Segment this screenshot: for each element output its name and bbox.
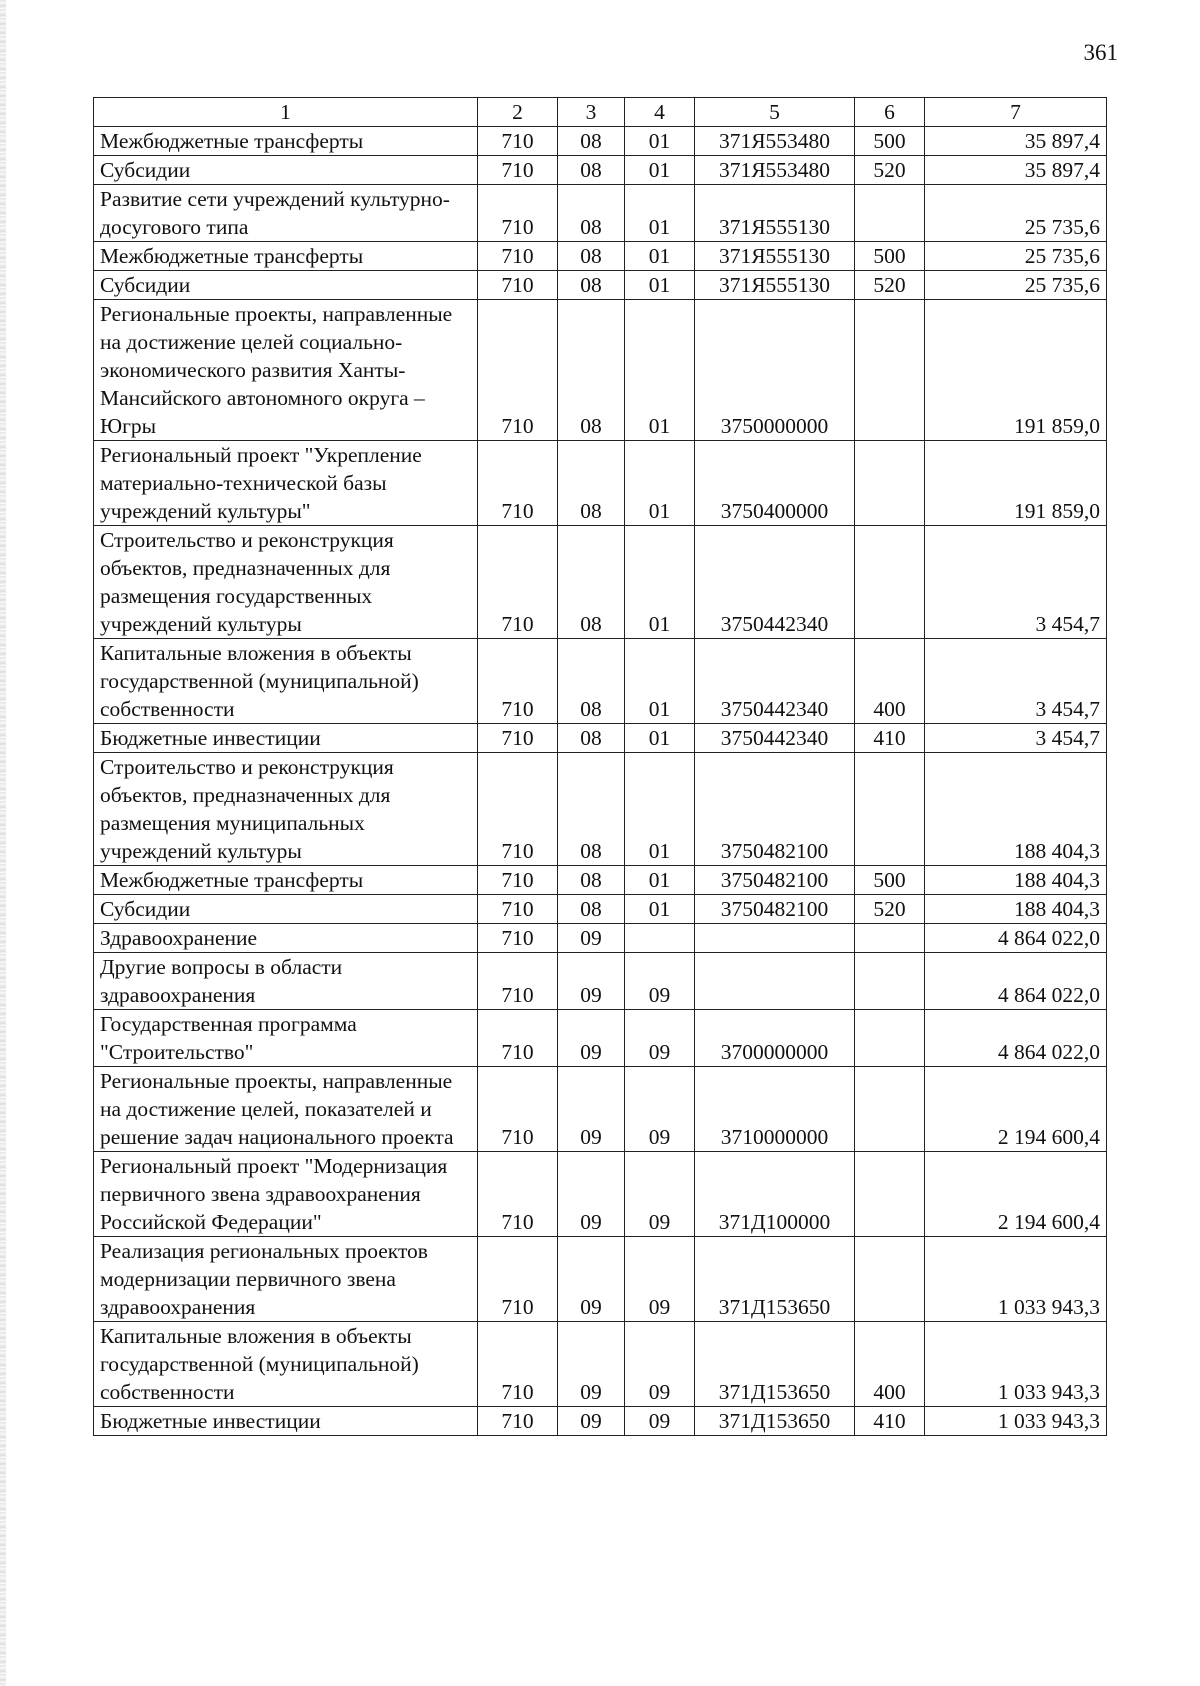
amount-cell: 3 454,7 — [925, 526, 1107, 639]
target-article-cell: 3750442340 — [695, 639, 855, 724]
amount-cell: 191 859,0 — [925, 300, 1107, 441]
row-name-cell: Региональные проекты, направленные на достижение целей социально-экономического развития Ханты-Мансийского автономного округа – Югры — [94, 300, 478, 441]
expense-type-cell — [855, 300, 925, 441]
column-header: 6 — [855, 98, 925, 127]
admin-code-cell: 710 — [478, 1322, 558, 1407]
expense-type-cell: 520 — [855, 895, 925, 924]
row-name-cell: Субсидии — [94, 156, 478, 185]
header-row — [94, 98, 1107, 127]
expense-type-cell: 400 — [855, 639, 925, 724]
row-name-cell: Реализация региональных проектов модернизации первичного звена здравоохранения — [94, 1237, 478, 1322]
section-code-cell: 08 — [558, 753, 625, 866]
amount-cell: 191 859,0 — [925, 441, 1107, 526]
admin-code-cell: 710 — [478, 953, 558, 1010]
amount-cell: 3 454,7 — [925, 724, 1107, 753]
section-code-cell: 09 — [558, 924, 625, 953]
table-row — [94, 866, 1107, 895]
table-row — [94, 300, 1107, 441]
row-name-cell: Капитальные вложения в объекты государственной (муниципальной) собственности — [94, 1322, 478, 1407]
table-row — [94, 271, 1107, 300]
subsection-code-cell: 09 — [625, 953, 695, 1010]
amount-cell: 25 735,6 — [925, 271, 1107, 300]
row-name-cell: Субсидии — [94, 271, 478, 300]
expense-type-cell — [855, 526, 925, 639]
row-name-cell: Развитие сети учреждений культурно-досугового типа — [94, 185, 478, 242]
admin-code-cell: 710 — [478, 753, 558, 866]
table-row — [94, 127, 1107, 156]
admin-code-cell: 710 — [478, 924, 558, 953]
subsection-code-cell: 01 — [625, 639, 695, 724]
section-code-cell: 08 — [558, 526, 625, 639]
budget-table — [93, 97, 1107, 1436]
amount-cell: 188 404,3 — [925, 753, 1107, 866]
column-header: 2 — [478, 98, 558, 127]
target-article-cell: 371Я553480 — [695, 127, 855, 156]
target-article-cell: 3700000000 — [695, 1010, 855, 1067]
row-name-cell: Межбюджетные трансферты — [94, 866, 478, 895]
table-row — [94, 1407, 1107, 1436]
expense-type-cell: 500 — [855, 866, 925, 895]
amount-cell: 3 454,7 — [925, 639, 1107, 724]
table-row — [94, 1152, 1107, 1237]
row-name-cell: Строительство и реконструкция объектов, предназначенных для размещения государственных учреждений культуры — [94, 526, 478, 639]
target-article-cell — [695, 924, 855, 953]
section-code-cell: 09 — [558, 953, 625, 1010]
target-article-cell: 3750442340 — [695, 526, 855, 639]
target-article-cell: 371Д100000 — [695, 1152, 855, 1237]
target-article-cell — [695, 953, 855, 1010]
expense-type-cell: 410 — [855, 724, 925, 753]
subsection-code-cell: 09 — [625, 1152, 695, 1237]
page-number: 361 — [1083, 40, 1118, 65]
subsection-code-cell: 09 — [625, 1067, 695, 1152]
scan-edge — [0, 0, 6, 1686]
expense-type-cell: 520 — [855, 271, 925, 300]
admin-code-cell: 710 — [478, 441, 558, 526]
subsection-code-cell: 01 — [625, 127, 695, 156]
subsection-code-cell: 01 — [625, 753, 695, 866]
subsection-code-cell: 01 — [625, 866, 695, 895]
table-row — [94, 1010, 1107, 1067]
expense-type-cell — [855, 924, 925, 953]
subsection-code-cell: 01 — [625, 300, 695, 441]
amount-cell: 4 864 022,0 — [925, 953, 1107, 1010]
section-code-cell: 08 — [558, 156, 625, 185]
amount-cell: 35 897,4 — [925, 156, 1107, 185]
subsection-code-cell: 01 — [625, 242, 695, 271]
admin-code-cell: 710 — [478, 639, 558, 724]
admin-code-cell: 710 — [478, 271, 558, 300]
section-code-cell: 08 — [558, 441, 625, 526]
expense-type-cell — [855, 1067, 925, 1152]
section-code-cell: 09 — [558, 1237, 625, 1322]
table-row — [94, 1322, 1107, 1407]
row-name-cell: Субсидии — [94, 895, 478, 924]
section-code-cell: 09 — [558, 1152, 625, 1237]
subsection-code-cell: 01 — [625, 441, 695, 526]
target-article-cell: 3750482100 — [695, 753, 855, 866]
expense-type-cell — [855, 1010, 925, 1067]
table-body — [94, 127, 1107, 1436]
subsection-code-cell — [625, 924, 695, 953]
row-name-cell: Государственная программа "Строительство" — [94, 1010, 478, 1067]
expense-type-cell: 410 — [855, 1407, 925, 1436]
amount-cell: 4 864 022,0 — [925, 924, 1107, 953]
section-code-cell: 09 — [558, 1067, 625, 1152]
row-name-cell: Региональный проект "Модернизация первичного звена здравоохранения Российской Федерации" — [94, 1152, 478, 1237]
expense-type-cell — [855, 441, 925, 526]
row-name-cell: Региональные проекты, направленные на достижение целей, показателей и решение задач национального проекта — [94, 1067, 478, 1152]
row-name-cell: Межбюджетные трансферты — [94, 242, 478, 271]
expense-type-cell: 520 — [855, 156, 925, 185]
section-code-cell: 08 — [558, 271, 625, 300]
target-article-cell: 371Я555130 — [695, 271, 855, 300]
expense-type-cell: 400 — [855, 1322, 925, 1407]
target-article-cell: 3750442340 — [695, 724, 855, 753]
admin-code-cell: 710 — [478, 895, 558, 924]
table-row — [94, 441, 1107, 526]
admin-code-cell: 710 — [478, 724, 558, 753]
admin-code-cell: 710 — [478, 1237, 558, 1322]
subsection-code-cell: 01 — [625, 895, 695, 924]
admin-code-cell: 710 — [478, 127, 558, 156]
row-name-cell: Региональный проект "Укрепление материально-технической базы учреждений культуры" — [94, 441, 478, 526]
column-header: 4 — [625, 98, 695, 127]
admin-code-cell: 710 — [478, 1010, 558, 1067]
amount-cell: 2 194 600,4 — [925, 1152, 1107, 1237]
admin-code-cell: 710 — [478, 1067, 558, 1152]
row-name-cell: Здравоохранение — [94, 924, 478, 953]
subsection-code-cell: 01 — [625, 526, 695, 639]
row-name-cell: Межбюджетные трансферты — [94, 127, 478, 156]
admin-code-cell: 710 — [478, 1407, 558, 1436]
target-article-cell: 371Я555130 — [695, 185, 855, 242]
table-row — [94, 526, 1107, 639]
expense-type-cell — [855, 753, 925, 866]
target-article-cell: 3750482100 — [695, 895, 855, 924]
column-header: 1 — [94, 98, 478, 127]
row-name-cell: Бюджетные инвестиции — [94, 1407, 478, 1436]
section-code-cell: 08 — [558, 866, 625, 895]
admin-code-cell: 710 — [478, 185, 558, 242]
section-code-cell: 09 — [558, 1322, 625, 1407]
section-code-cell: 08 — [558, 185, 625, 242]
target-article-cell: 371Д153650 — [695, 1407, 855, 1436]
target-article-cell: 371Д153650 — [695, 1237, 855, 1322]
section-code-cell: 08 — [558, 127, 625, 156]
admin-code-cell: 710 — [478, 1152, 558, 1237]
subsection-code-cell: 09 — [625, 1322, 695, 1407]
column-header: 5 — [695, 98, 855, 127]
expense-type-cell: 500 — [855, 242, 925, 271]
subsection-code-cell: 01 — [625, 271, 695, 300]
amount-cell: 25 735,6 — [925, 185, 1107, 242]
target-article-cell: 371Я555130 — [695, 242, 855, 271]
amount-cell: 2 194 600,4 — [925, 1067, 1107, 1152]
target-article-cell: 3750482100 — [695, 866, 855, 895]
amount-cell: 1 033 943,3 — [925, 1407, 1107, 1436]
subsection-code-cell: 09 — [625, 1237, 695, 1322]
target-article-cell: 3710000000 — [695, 1067, 855, 1152]
table-row — [94, 1067, 1107, 1152]
table-row — [94, 242, 1107, 271]
amount-cell: 1 033 943,3 — [925, 1237, 1107, 1322]
section-code-cell: 09 — [558, 1407, 625, 1436]
section-code-cell: 08 — [558, 300, 625, 441]
row-name-cell: Строительство и реконструкция объектов, предназначенных для размещения муниципальных учреждений культуры — [94, 753, 478, 866]
section-code-cell: 08 — [558, 639, 625, 724]
row-name-cell: Другие вопросы в области здравоохранения — [94, 953, 478, 1010]
table-row — [94, 753, 1107, 866]
amount-cell: 25 735,6 — [925, 242, 1107, 271]
amount-cell: 188 404,3 — [925, 866, 1107, 895]
expense-type-cell — [855, 185, 925, 242]
expense-type-cell — [855, 1152, 925, 1237]
table-row — [94, 895, 1107, 924]
table-row — [94, 639, 1107, 724]
row-name-cell: Капитальные вложения в объекты государственной (муниципальной) собственности — [94, 639, 478, 724]
amount-cell: 1 033 943,3 — [925, 1322, 1107, 1407]
table-row — [94, 1237, 1107, 1322]
subsection-code-cell: 09 — [625, 1010, 695, 1067]
subsection-code-cell: 01 — [625, 156, 695, 185]
subsection-code-cell: 09 — [625, 1407, 695, 1436]
table-row — [94, 953, 1107, 1010]
column-header: 3 — [558, 98, 625, 127]
expense-type-cell — [855, 1237, 925, 1322]
section-code-cell: 08 — [558, 724, 625, 753]
section-code-cell: 08 — [558, 242, 625, 271]
amount-cell: 188 404,3 — [925, 895, 1107, 924]
admin-code-cell: 710 — [478, 156, 558, 185]
table-row — [94, 156, 1107, 185]
admin-code-cell: 710 — [478, 242, 558, 271]
expense-type-cell: 500 — [855, 127, 925, 156]
subsection-code-cell: 01 — [625, 724, 695, 753]
admin-code-cell: 710 — [478, 300, 558, 441]
amount-cell: 4 864 022,0 — [925, 1010, 1107, 1067]
subsection-code-cell: 01 — [625, 185, 695, 242]
column-header: 7 — [925, 98, 1107, 127]
amount-cell: 35 897,4 — [925, 127, 1107, 156]
expense-type-cell — [855, 953, 925, 1010]
target-article-cell: 3750400000 — [695, 441, 855, 526]
table-row — [94, 185, 1107, 242]
admin-code-cell: 710 — [478, 866, 558, 895]
section-code-cell: 08 — [558, 895, 625, 924]
target-article-cell: 371Д153650 — [695, 1322, 855, 1407]
table-row — [94, 724, 1107, 753]
section-code-cell: 09 — [558, 1010, 625, 1067]
target-article-cell: 3750000000 — [695, 300, 855, 441]
row-name-cell: Бюджетные инвестиции — [94, 724, 478, 753]
target-article-cell: 371Я553480 — [695, 156, 855, 185]
admin-code-cell: 710 — [478, 526, 558, 639]
table-row — [94, 924, 1107, 953]
